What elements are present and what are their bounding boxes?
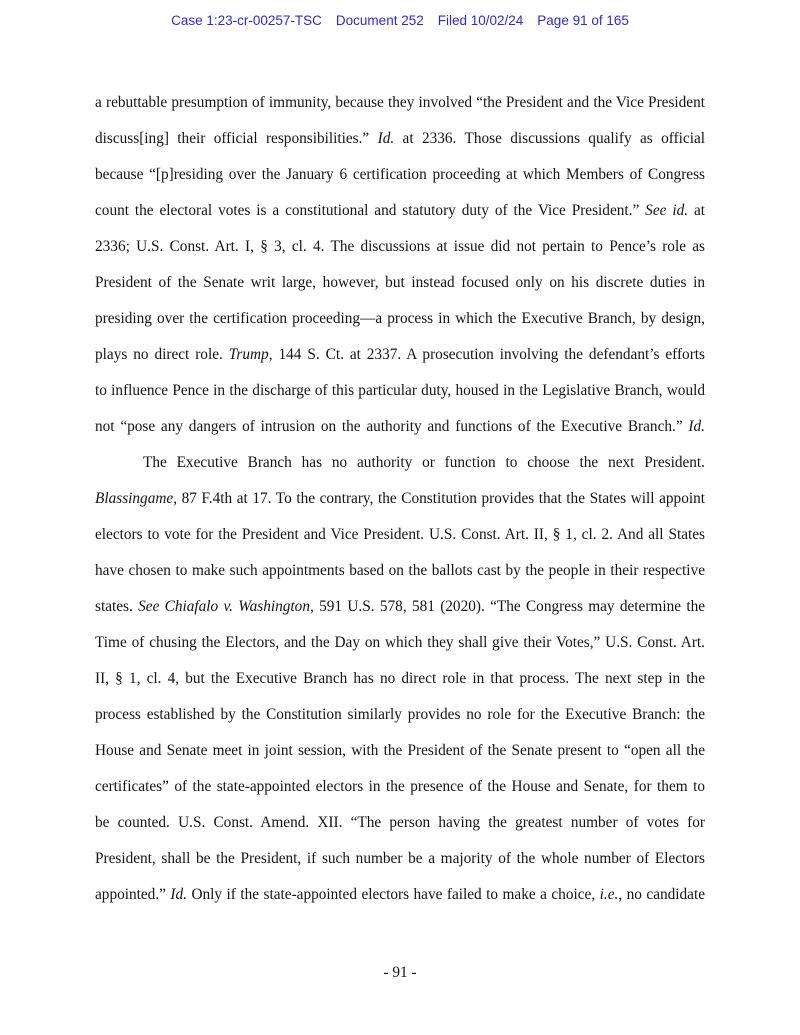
text-line: presiding over the certification proceeding—a process in which the Executive Branch, by design,: [95, 310, 705, 327]
case-header: [0, 13, 800, 28]
text-line: count the electoral votes is a constitutional and statutory duty of the Vice President.” See id. at: [95, 202, 705, 219]
text-line: a rebuttable presumption of immunity, because they involved “the President and the Vice President: [95, 94, 705, 111]
text-line: Blassingame, 87 F.4th at 17. To the contrary, the Constitution provides that the States will appoint: [95, 490, 705, 507]
header-case-number: Case 1:23-cr-00257-TSC: [171, 13, 322, 28]
text-line: President of the Senate writ large, however, but instead focused only on his discrete duties in: [95, 274, 705, 291]
text-line: process established by the Constitution similarly provides no role for the Executive Branch: the: [95, 706, 705, 723]
text-line: be counted. U.S. Const. Amend. XII. “The person having the greatest number of votes for: [95, 814, 705, 831]
text-line: 2336; U.S. Const. Art. I, § 3, cl. 4. The discussions at issue did not pertain to Pence’s role as: [95, 238, 705, 255]
header-page-info: Page 91 of 165: [537, 13, 629, 28]
text-line: electors to vote for the President and Vice President. U.S. Const. Art. II, § 1, cl. 2. And all States: [95, 526, 705, 543]
text-line: states. See Chiafalo v. Washington, 591 U.S. 578, 581 (2020). “The Congress may determine the: [95, 598, 705, 615]
text-line: have chosen to make such appointments based on the ballots cast by the people in their respective: [95, 562, 705, 579]
text-line: The Executive Branch has no authority or function to choose the next President.: [143, 454, 705, 471]
page-number: - 91 -: [383, 964, 417, 981]
text-line: II, § 1, cl. 4, but the Executive Branch has no direct role in that process. The next step in the: [95, 670, 705, 687]
text-line: discuss[ing] their official responsibilities.” Id. at 2336. Those discussions qualify as official: [95, 130, 705, 147]
text-line: appointed.” Id. Only if the state-appointed electors have failed to make a choice, i.e., no candidate: [95, 886, 705, 903]
text-line: House and Senate meet in joint session, with the President of the Senate present to “open all the: [95, 742, 705, 759]
text-line: not “pose any dangers of intrusion on the authority and functions of the Executive Branch.” Id.: [95, 418, 705, 435]
text-line: President, shall be the President, if such number be a majority of the whole number of Electors: [95, 850, 705, 867]
header-filed-date: Filed 10/02/24: [437, 13, 524, 28]
document-body: [95, 85, 705, 913]
header-document-number: Document 252: [335, 13, 424, 28]
text-line: Time of chusing the Electors, and the Day on which they shall give their Votes,” U.S. Const. Art.: [95, 634, 705, 651]
text-line: certificates” of the state-appointed electors in the presence of the House and Senate, for them to: [95, 778, 705, 795]
text-line: because “[p]residing over the January 6 certification proceeding at which Members of Congress: [95, 166, 705, 183]
text-line: plays no direct role. Trump, 144 S. Ct. at 2337. A prosecution involving the defendant’s efforts: [95, 346, 705, 363]
text-line: to influence Pence in the discharge of this particular duty, housed in the Legislative Branch, would: [95, 382, 705, 399]
